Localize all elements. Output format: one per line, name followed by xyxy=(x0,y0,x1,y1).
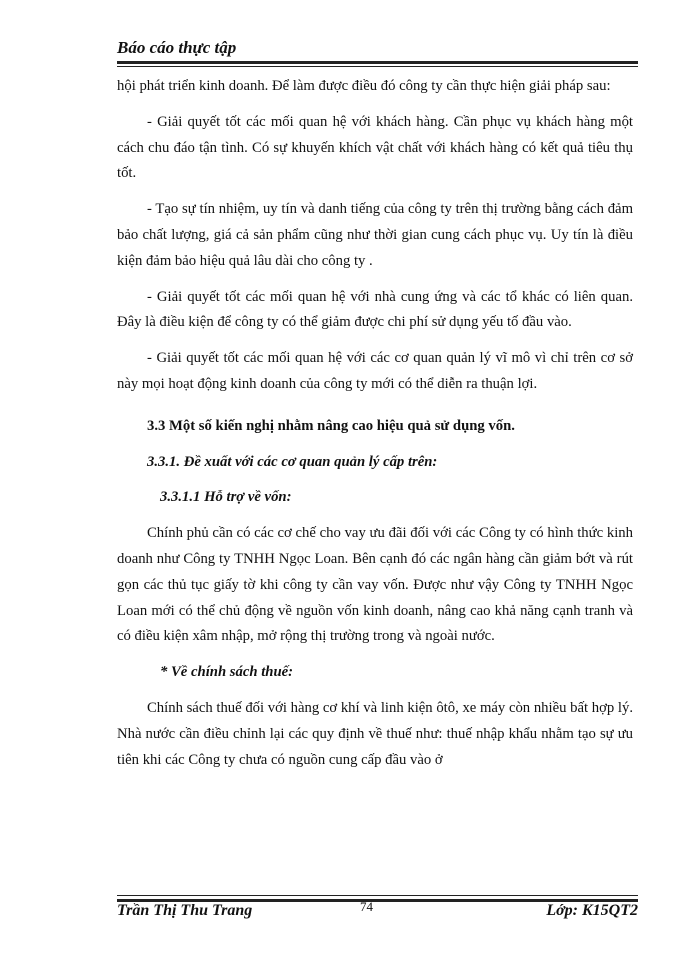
footer-author: Trần Thị Thu Trang xyxy=(117,902,253,919)
footer-rule-thin xyxy=(117,895,638,896)
header-rule-thick xyxy=(117,61,638,64)
section-heading-3-3-1-1: 3.3.1.1 Hỗ trợ về vốn: xyxy=(160,489,292,506)
header-rule-thin xyxy=(117,66,638,67)
document-body xyxy=(117,74,633,783)
paragraph-tax-policy: Chính sách thuế đối với hàng cơ khí và linh kiện ôtô, xe máy còn nhiều bất hợp lý. Nhà nước cần điều chỉnh lại các quy định về thuế như: thuế nhập khẩu nhằm tạo sự ưu tiên khi các Công ty chưa có nguồn cung cấp đầu vào ở xyxy=(117,699,633,768)
paragraph-customers: - Giải quyết tốt các mối quan hệ với khách hàng. Cần phục vụ khách hàng một cách chu đáo tận tình. Có sự khuyến khích vật chất với khách hàng có kết quả tiêu thụ tốt. xyxy=(117,113,633,182)
paragraph-reputation: - Tạo sự tín nhiệm, uy tín và danh tiếng của công ty trên thị trường bằng cách đảm bảo chất lượng, giá cả sản phẩm cũng như thời gian cung cách phục vụ. Uy tín là điều kiện đảm bảo hiệu quả lâu dài cho công ty . xyxy=(117,201,633,269)
page-header-title: Báo cáo thực tập xyxy=(117,38,237,57)
paragraph-authorities: - Giải quyết tốt các mối quan hệ với các cơ quan quản lý vĩ mô vì chỉ trên cơ sở này mọi hoạt động kinh doanh của công ty mới có thể diễn ra thuận lợi. xyxy=(117,350,633,392)
section-heading-3-3: 3.3 Một số kiến nghị nhằm nâng cao hiệu quả sử dụng vốn. xyxy=(147,417,515,434)
footer-class-label: Lớp: K15QT2 xyxy=(546,902,638,919)
paragraph-capital-support: Chính phủ cần có các cơ chế cho vay ưu đãi đối với các Công ty có hình thức kinh doanh như Công ty TNHH Ngọc Loan. Bên cạnh đó các ngân hàng cần giảm bớt và rút gọn các thủ tục giấy tờ khi công ty cần vay vốn. Được như vậy Công ty TNHH Ngọc Loan mới có thể chủ động về nguồn vốn kinh doanh, nâng cao khả năng cạnh tranh và có điều kiện xâm nhập, mở rộng thị trường trong và ngoài nước. xyxy=(117,525,633,645)
section-heading-tax-policy: * Về chính sách thuế: xyxy=(160,664,294,681)
paragraph-continuation: hội phát triển kinh doanh. Để làm được điều đó công ty cần thực hiện giải pháp sau: xyxy=(117,78,611,94)
page-number: 74 xyxy=(360,899,373,914)
section-heading-3-3-1: 3.3.1. Đề xuất với các cơ quan quản lý cấp trên: xyxy=(147,453,438,470)
paragraph-suppliers: - Giải quyết tốt các mối quan hệ với nhà cung ứng và các tổ khác có liên quan. Đây là điều kiện để công ty có thể giảm được chi phí sử dụng yếu tố đầu vào. xyxy=(117,288,633,331)
